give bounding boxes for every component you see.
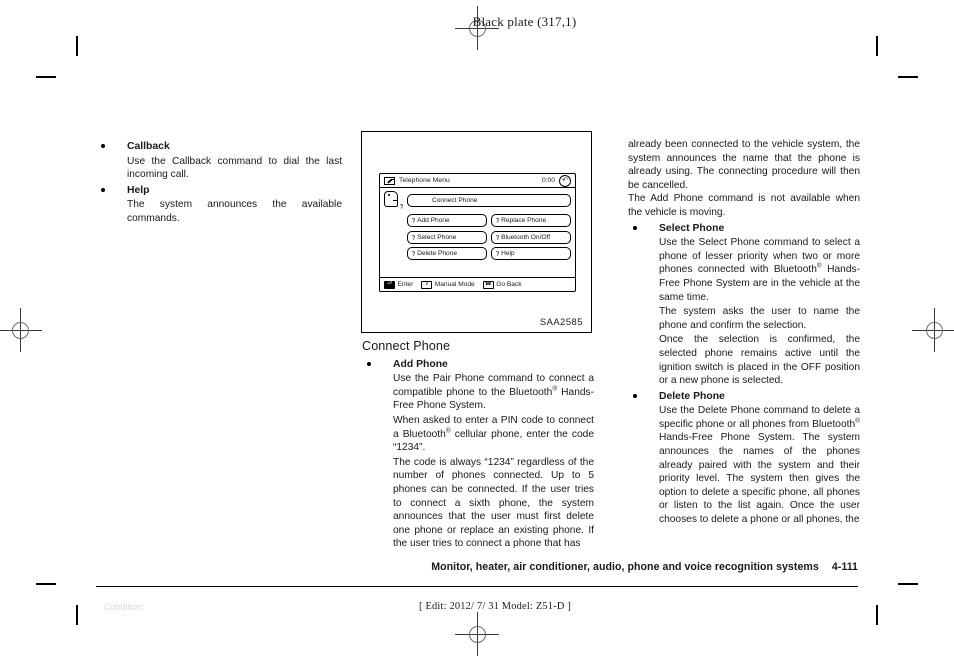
- bullet-heading: Add Phone: [393, 358, 448, 370]
- right-column: [628, 138, 860, 527]
- bullet-dot-icon: [367, 362, 371, 366]
- bullet-heading: Help: [127, 184, 150, 196]
- condition-label: Condition:: [104, 602, 145, 612]
- bluetooth-onoff-label: Bluetooth On/Off: [501, 233, 551, 241]
- figure-caption: SAA2585: [539, 316, 583, 327]
- edit-line: [0, 601, 954, 612]
- updown-key-icon: ⇕: [421, 281, 432, 289]
- section-title-connect-phone: Connect Phone: [362, 339, 451, 353]
- replace-phone-label: Replace Phone: [501, 217, 547, 224]
- footer: [431, 561, 858, 573]
- hint-enter: [384, 281, 413, 289]
- bullet-paragraph: The system announces the available commands.: [127, 199, 342, 224]
- bullet-paragraph: Use the Callback command to dial the last incoming call.: [127, 155, 342, 181]
- menu-row: [407, 231, 571, 244]
- enter-key-icon: ⏎: [384, 281, 395, 289]
- edit-line-text: [ Edit: 2012/ 7/ 31 Model: Z51-D ]: [419, 601, 571, 612]
- replace-phone-button[interactable]: [491, 214, 571, 227]
- page-number: 4-111: [831, 561, 858, 573]
- connect-phone-label: Connect Phone: [432, 197, 478, 204]
- delete-phone-label: Delete Phone: [417, 250, 458, 257]
- bullet-dot-icon: [633, 226, 637, 230]
- add-phone-button[interactable]: [407, 214, 487, 227]
- continued-paragraph: already been connected to the vehicle system, the system announces the name that the phone is already using. The connecting procedure will then be cancelled.: [628, 139, 860, 191]
- bullet-paragraph: The system asks the user to name the phone and confirm the selection.: [659, 306, 860, 331]
- center-column: [362, 340, 594, 551]
- figure-telephone-menu: [361, 131, 592, 333]
- menu-row: [407, 214, 571, 227]
- connect-phone-row: [384, 191, 571, 210]
- left-column: [96, 138, 342, 226]
- help-label: Help: [501, 250, 515, 257]
- add-phone-label: Add Phone: [417, 217, 450, 224]
- registered-mark: ®: [552, 385, 558, 393]
- delete-phone-button[interactable]: [407, 247, 487, 260]
- bullet-add-phone: [362, 358, 594, 551]
- select-phone-button[interactable]: [407, 231, 487, 244]
- screen-title-bar: [380, 174, 575, 188]
- registered-mark: ®: [855, 417, 860, 425]
- hangup-key-icon: ☎: [483, 281, 494, 289]
- bullet-heading: Delete Phone: [659, 390, 725, 402]
- bullet-callback: [96, 140, 342, 182]
- bullet-paragraph: Once the selection is confirmed, the selected phone remains active until the ignition switch is placed in the OFF position or a new phone is selected.: [659, 334, 860, 387]
- hint-go-back: [483, 281, 522, 289]
- talking-head-icon: ⁊: [384, 191, 403, 210]
- bullet-dot-icon: [633, 394, 637, 398]
- screen-clock: 0:00: [541, 177, 555, 184]
- bullet-dot-icon: [101, 144, 105, 148]
- handset-icon: [384, 177, 395, 185]
- bullet-paragraph: Use the Pair Phone command to connect a compatible phone to the Bluetooth® Hands-Free Phone System.: [393, 373, 595, 412]
- bullet-heading: Callback: [127, 141, 170, 152]
- hint-manual-mode: [421, 281, 474, 289]
- connect-phone-button[interactable]: [407, 194, 571, 207]
- hint-manual-mode-label: Manual Mode: [434, 281, 475, 288]
- footer-divider: [96, 586, 858, 587]
- bullet-paragraph: When asked to enter a PIN code to connect a Bluetooth® cellular phone, enter the code “1234”.: [393, 414, 595, 454]
- hint-enter-label: Enter: [397, 281, 414, 288]
- screen-title: Telephone Menu: [399, 177, 450, 184]
- menu-button-grid: [384, 214, 571, 260]
- voice-wave-icon: ⁊: [496, 218, 499, 224]
- voice-wave-icon: ⁊: [412, 234, 415, 241]
- bluetooth-onoff-button[interactable]: [491, 231, 571, 244]
- voice-wave-icon: ⁊: [496, 234, 499, 241]
- screen-body: [380, 188, 575, 276]
- voice-wave-icon: ⁊: [412, 251, 415, 257]
- help-button[interactable]: [491, 247, 571, 260]
- hint-go-back-label: Go Back: [496, 281, 522, 288]
- bullet-delete-phone: [628, 390, 860, 527]
- nav-screen: [379, 173, 576, 292]
- menu-row: [407, 247, 571, 260]
- registered-mark: ®: [445, 427, 451, 435]
- registered-mark: ®: [816, 262, 822, 270]
- bullet-select-phone: [628, 222, 860, 388]
- select-phone-label: Select Phone: [417, 233, 457, 241]
- bullet-paragraph: Use the Delete Phone command to delete a specific phone or all phones from Bluetooth® Hands-Free Phone System. The system announces the names of the phones already paired with the system and their priority level. The system then gives the option to delete a specific phone, all phones or listen to the list again. Once the user chooses to delete a phone or all phones, the: [659, 405, 860, 526]
- bullet-dot-icon: [101, 188, 105, 192]
- screen-hint-bar: [380, 277, 575, 291]
- voice-wave-icon: ⁊: [496, 251, 499, 257]
- return-arrow-icon[interactable]: ↶: [559, 175, 571, 187]
- footer-title: Monitor, heater, air conditioner, audio, phone and voice recognition systems: [431, 561, 819, 573]
- voice-wave-icon: ⁊: [412, 218, 415, 224]
- bullet-paragraph: The code is always “1234” regardless of the number of phones connected. Up to 5 phones can be connected. If the user tries to connect a sixth phone, the system announces that the user must first delete one phone or replace an existing phone. If the user tries to connect a phone that has: [393, 456, 594, 550]
- bullet-paragraph: Use the Select Phone command to select a phone of lesser priority when two or more phones connected with Bluetooth® Hands-Free Phone System are in the vehicle at the same time.: [659, 237, 860, 303]
- continued-paragraph: The Add Phone command is not available when the vehicle is moving.: [628, 193, 860, 218]
- bullet-heading: Select Phone: [659, 222, 725, 234]
- page-header-text: Black plate (317,1): [472, 14, 577, 29]
- bullet-help: [96, 184, 342, 226]
